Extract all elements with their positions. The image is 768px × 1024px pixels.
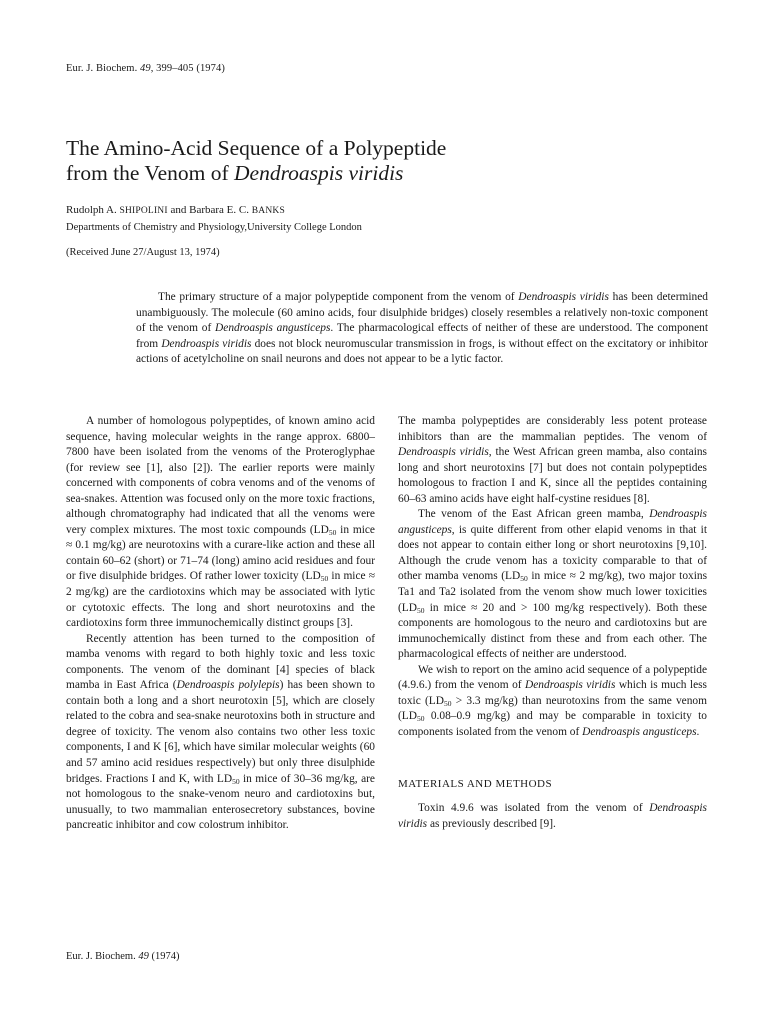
footer-year: (1974)	[148, 951, 180, 962]
journal-name: Eur. J. Biochem.	[66, 63, 141, 74]
author1-first-name: Rudolph A.	[66, 204, 120, 216]
paper-title	[66, 136, 626, 186]
journal-citation	[66, 63, 225, 74]
body-column-left	[66, 414, 375, 834]
affiliation: Departments of Chemistry and Physiology,University College London	[66, 222, 362, 233]
footer-volume: 49	[138, 951, 149, 962]
title-species: Dendroaspis viridis	[234, 161, 404, 185]
paragraph: We wish to report on the amino acid sequence of a polypeptide (4.9.6.) from the venom of Dendroaspis viridis which is much less toxic ($LD_{50} > 3.3$ mg/kg) than neurotoxins from the same venom ($LD_{50}$ 0.08–0.9 mg/kg) and may be comparable in toxicity to components isolated from the venom of Dendroaspis angusticeps.	[398, 663, 707, 738]
abstract: The primary structure of a major polypeptide component from the venom of Dendroaspis viridis has been determined unambiguously. The molecule (60 amino acids, four disulphide bridges) closely resembles a relatively non-toxic component of the venom of Dendroaspis angusticeps. The pharmacological effects of neither of these are understood. The component from Dendroaspis viridis does not block neuromuscular transmission in frogs, is without effect on the excitatory or inhibitor actions of acetylcholine on snail neurons and does not appear to be a lytic factor.	[136, 291, 708, 366]
journal-pages: , 399–405 (1974)	[150, 63, 225, 74]
footer-journal-name: Eur. J. Biochem.	[66, 951, 139, 962]
paragraph: Toxin 4.9.6 was isolated from the venom of Dendroaspis viridis as previously described [9].	[398, 802, 707, 830]
paragraph: The mamba polypeptides are considerably less potent protease inhibitors than are the mammalian peptides. The venom of Dendroaspis viridis, the West African green mamba, also contains long and short neurotoxins [7] but does not contain polypeptides homologous to fraction I and K, since all the peptides containing 60–63 amino acids have eight half-cystine residues [8].	[398, 415, 707, 505]
footer-citation	[66, 951, 179, 962]
author-conjunction: and	[167, 204, 190, 216]
section-heading: MATERIALS AND METHODS	[398, 778, 553, 791]
received-date: (Received June 27/August 13, 1974)	[66, 247, 220, 258]
author-list	[66, 204, 285, 216]
paragraph: A number of homologous polypeptides, of known amino acid sequence, having molecular weights in the range approx. 6800–7800 have been isolated from the venoms of the Proteroglyphae (for review see [1], also [2]). The earlier reports were mainly concerned with components of cobra venoms and of the venoms of sea-snakes. Attention was focused only on the more toxic fractions, although chromatography had indicated that all the venoms were very complex mixtures. The most toxic compounds ($LD_{50}$ in mice ≈ 0.1 mg/kg) are neurotoxins with a curare-like action and these all contain 60–62 (short) or 71–74 (long) amino acid residues and four or five disulphide bridges. Of rather lower toxicity ($LD_{50}$ in mice ≈ 2 mg/kg) are the cardiotoxins which may be associated with lytic or cytotoxic effects. The long and short neurotoxins and the cardiotoxins form three immunochemically distinct groups [3].	[66, 415, 376, 630]
title-line-1: The Amino-Acid Sequence of a Polypeptide	[66, 136, 447, 160]
paragraph: Recently attention has been turned to the composition of mamba venoms with regard to both highly toxic and less toxic components. The venom of the dominant [4] species of black mamba in East Africa (Dendroaspis polylepis) has been shown to contain both a long and a short neurotoxin [5], which are closely related to the cobra and sea-snake neurotoxins both in structure and degree of toxicity. The venom also contains two other less toxic components, I and K [6], which have similar molecular weights (60 and 57 amino acid residues respectively) but only three disulphide bridges. Fractions I and K, with $LD_{50}$ in mice of 30–36 mg/kg, are not homologous to the snake-venom neuro and cardiotoxins but, unusually, to two mammalian enterosecretory substances, bovine pancreatic inhibitor and cow colostrum inhibitor.	[66, 632, 375, 832]
title-line-2: from the Venom of	[66, 161, 234, 185]
body-column-right	[398, 414, 707, 832]
paragraph: The venom of the East African green mamba, Dendroaspis angusticeps, is quite different from other elapid venoms in that it does not appear to contain either long or short neurotoxins [9,10]. Although the crude venom has a toxicity comparable to that of other mamba venoms ($LD_{50}$ in mice ≈ 2 mg/kg), two major toxins Ta1 and Ta2 isolated from the venom show much lower toxicities ($LD_{50}$ in mice ≈ 20 and > 100 mg/kg respectively). Both these components are homologous to the neuro and cardiotoxins but are immunochemically distinct from these and from each other. The pharmacological effects of neither are understood.	[398, 508, 708, 661]
author2-first-name: Barbara E. C.	[189, 204, 252, 216]
author1-last-name: SHIPOLINI	[119, 206, 168, 216]
author2-last-name: BANKS	[251, 206, 285, 216]
journal-volume: 49	[140, 63, 151, 74]
